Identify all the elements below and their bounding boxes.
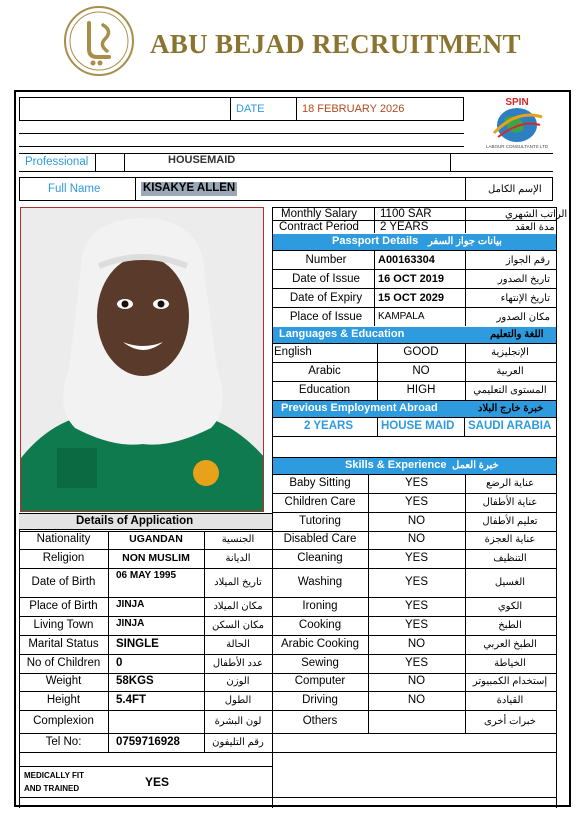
language-row-label: Arabic bbox=[308, 365, 341, 377]
language-row-value: HIGH bbox=[406, 384, 436, 396]
employment-country: SAUDI ARABIA bbox=[468, 420, 552, 432]
skill-row-value: YES bbox=[404, 600, 428, 612]
full-name-label: Full Name bbox=[48, 183, 101, 195]
application-row-label: Date of Birth bbox=[31, 576, 96, 588]
passport-row-label: Place of Issue bbox=[289, 311, 363, 323]
application-row-label: Height bbox=[46, 694, 81, 706]
skill-row-arabic: إستخدام الكمبيوتر bbox=[472, 676, 548, 687]
application-title: Details of Application bbox=[76, 515, 194, 527]
spin-logo bbox=[482, 95, 552, 151]
skill-row-arabic: الطبخ العربي bbox=[483, 639, 537, 650]
monthly-salary-value: 1100 SAR bbox=[380, 208, 432, 220]
company-logo bbox=[63, 5, 135, 77]
language-row-value: GOOD bbox=[403, 346, 439, 358]
skill-row-label: Ironing bbox=[302, 600, 338, 612]
skill-row-label: Others bbox=[302, 715, 338, 727]
passport-row-value: KAMPALA bbox=[378, 311, 425, 322]
employment-title-arabic: خبرة خارج البلاد bbox=[478, 403, 544, 414]
skill-row-label: Baby Sitting bbox=[289, 477, 351, 489]
application-row-value: 06 MAY 1995 bbox=[116, 570, 177, 581]
svg-text:SPIN: SPIN bbox=[505, 97, 529, 108]
skill-row-arabic: التنظيف bbox=[493, 553, 527, 564]
application-row-label: No of Children bbox=[26, 657, 101, 669]
employment-title: Previous Employment Abroad bbox=[281, 402, 438, 414]
employment-years: 2 YEARS bbox=[304, 420, 354, 432]
full-name-arabic: الإسم الكامل bbox=[488, 184, 542, 195]
skill-row-arabic: الكوي bbox=[497, 601, 523, 612]
passport-row-value: 16 OCT 2019 bbox=[378, 273, 445, 285]
skill-row-label: Arabic Cooking bbox=[281, 638, 359, 650]
skill-row-label: Cooking bbox=[298, 619, 342, 631]
language-row-arabic: الإنجليزية bbox=[491, 347, 529, 358]
skill-row-label: Cleaning bbox=[297, 552, 343, 564]
skill-row-arabic: عناية الرضع bbox=[485, 478, 535, 489]
skill-row-label: Sewing bbox=[301, 657, 339, 669]
skill-row-label: Tutoring bbox=[299, 515, 341, 527]
application-row-label: Nationality bbox=[36, 533, 91, 545]
candidate-photo bbox=[20, 207, 264, 512]
passport-row-arabic: رقم الجواز bbox=[505, 255, 550, 266]
svg-text:LABOUR CONSULTANTS LTD: LABOUR CONSULTANTS LTD bbox=[485, 144, 549, 149]
monthly-salary-label: Monthly Salary bbox=[281, 208, 358, 220]
passport-row-label: Number bbox=[305, 254, 347, 266]
professional-label: Professional bbox=[25, 156, 89, 168]
application-row-value: NON MUSLIM bbox=[122, 552, 190, 564]
language-row-value: NO bbox=[412, 365, 430, 377]
skill-row-label: Driving bbox=[302, 694, 338, 706]
application-row-value: 0 bbox=[116, 657, 123, 669]
application-row-arabic: تاريخ الميلاد bbox=[214, 577, 262, 588]
contract-period-label: Contract Period bbox=[279, 221, 359, 233]
company-name: ABU BEJAD RECRUITMENT bbox=[150, 29, 521, 59]
skill-row-value: NO bbox=[407, 533, 426, 545]
application-row-value: 5.4FT bbox=[116, 694, 147, 706]
skill-row-value: YES bbox=[404, 657, 428, 669]
application-row-arabic: رقم التليفون bbox=[212, 737, 264, 748]
skill-row-arabic: عناية العجزة bbox=[484, 534, 536, 545]
passport-row-label: Date of Expiry bbox=[289, 292, 363, 304]
passport-row-arabic: تاريخ الصدور bbox=[497, 274, 550, 285]
skill-row-label: Washing bbox=[297, 576, 343, 588]
application-row-arabic: لون البشرة bbox=[214, 716, 262, 727]
skill-row-arabic: خبرات أخرى bbox=[484, 716, 536, 727]
skill-row-value: YES bbox=[404, 496, 428, 508]
application-row-value: JINJA bbox=[116, 599, 145, 610]
date-label: DATE bbox=[236, 103, 265, 115]
medical-label-2: AND TRAINED bbox=[24, 784, 80, 793]
application-row-label: Marital Status bbox=[28, 638, 99, 650]
skill-row-label: Disabled Care bbox=[283, 533, 357, 545]
language-row-arabic: العربية bbox=[496, 366, 524, 377]
skills-title: Skills & Experience bbox=[345, 459, 447, 471]
application-row-value: SINGLE bbox=[116, 638, 159, 650]
application-row-label: Tel No: bbox=[45, 736, 82, 748]
skill-row-value: NO bbox=[407, 675, 426, 687]
skill-row-arabic: تعليم الأطفال bbox=[482, 516, 538, 527]
skill-row-label: Computer bbox=[294, 675, 346, 687]
passport-row-label: Date of Issue bbox=[292, 273, 360, 285]
application-row-value: JINJA bbox=[116, 618, 145, 629]
passport-row-arabic: تاريخ الإنتهاء bbox=[500, 293, 550, 304]
skill-row-value: YES bbox=[404, 576, 428, 588]
language-row-arabic: المستوى التعليمي bbox=[473, 385, 547, 396]
application-row-label: Weight bbox=[45, 675, 82, 687]
application-row-label: Living Town bbox=[33, 619, 94, 631]
language-row-label: Education bbox=[298, 384, 351, 396]
skill-row-arabic: القيادة bbox=[496, 695, 524, 706]
date-value: 18 FEBRUARY 2026 bbox=[302, 103, 405, 115]
employment-job: HOUSE MAID bbox=[381, 420, 455, 432]
skill-row-arabic: الغسيل bbox=[494, 577, 526, 588]
skill-row-value: NO bbox=[407, 694, 426, 706]
skill-row-value: YES bbox=[404, 477, 428, 489]
application-row-arabic: الطول bbox=[224, 695, 252, 706]
skill-row-value: NO bbox=[407, 638, 426, 650]
application-row-label: Complexion bbox=[33, 715, 94, 727]
skill-row-value: YES bbox=[404, 552, 428, 564]
application-row-arabic: عدد الأطفال bbox=[212, 658, 264, 669]
passport-title: Passport Details bbox=[332, 235, 419, 247]
passport-row-arabic: مكان الصدور bbox=[496, 312, 550, 323]
skill-row-value: NO bbox=[407, 515, 426, 527]
skills-title-arabic: خبرة العمل bbox=[452, 460, 499, 471]
application-row-label: Place of Birth bbox=[29, 600, 98, 612]
medical-label-1: MEDICALLY FIT bbox=[24, 771, 85, 780]
monthly-salary-arabic: الراتب الشهري bbox=[505, 209, 568, 220]
skill-row-arabic: الطبخ bbox=[498, 620, 522, 631]
language-row-label: English bbox=[274, 346, 312, 358]
application-row-value: UGANDAN bbox=[129, 533, 183, 545]
application-row-value: 0759716928 bbox=[116, 736, 180, 748]
languages-title: Languages & Education bbox=[279, 328, 405, 340]
passport-row-value: 15 OCT 2029 bbox=[378, 292, 445, 304]
application-row-arabic: مكان الميلاد bbox=[213, 601, 263, 612]
application-row-label: Religion bbox=[42, 552, 85, 564]
application-row-arabic: الحالة bbox=[226, 639, 250, 650]
skill-row-label: Children Care bbox=[284, 496, 356, 508]
application-row-arabic: الجنسية bbox=[221, 534, 255, 545]
passport-title-arabic: بيانات جواز السفر bbox=[428, 236, 502, 247]
languages-title-arabic: اللغة والتعليم bbox=[490, 329, 544, 340]
professional-row bbox=[19, 153, 553, 172]
contract-period-value: 2 YEARS bbox=[380, 221, 429, 233]
application-row-arabic: الوزن bbox=[226, 676, 250, 687]
medical-value: YES bbox=[145, 775, 170, 789]
professional-value: HOUSEMAID bbox=[168, 154, 236, 166]
skill-row-arabic: عناية الأطفال bbox=[482, 497, 538, 508]
skill-row-value: YES bbox=[404, 619, 428, 631]
full-name-value: KISAKYE ALLEN bbox=[143, 182, 236, 194]
application-row-arabic: مكان السكن bbox=[212, 620, 264, 631]
application-row-arabic: الديانة bbox=[225, 553, 251, 564]
application-row-value: 58KGS bbox=[116, 675, 154, 687]
passport-row-value: A00163304 bbox=[378, 254, 435, 266]
contract-period-arabic: مدة العقد bbox=[515, 222, 555, 233]
skill-row-arabic: الخياطة bbox=[494, 658, 526, 669]
